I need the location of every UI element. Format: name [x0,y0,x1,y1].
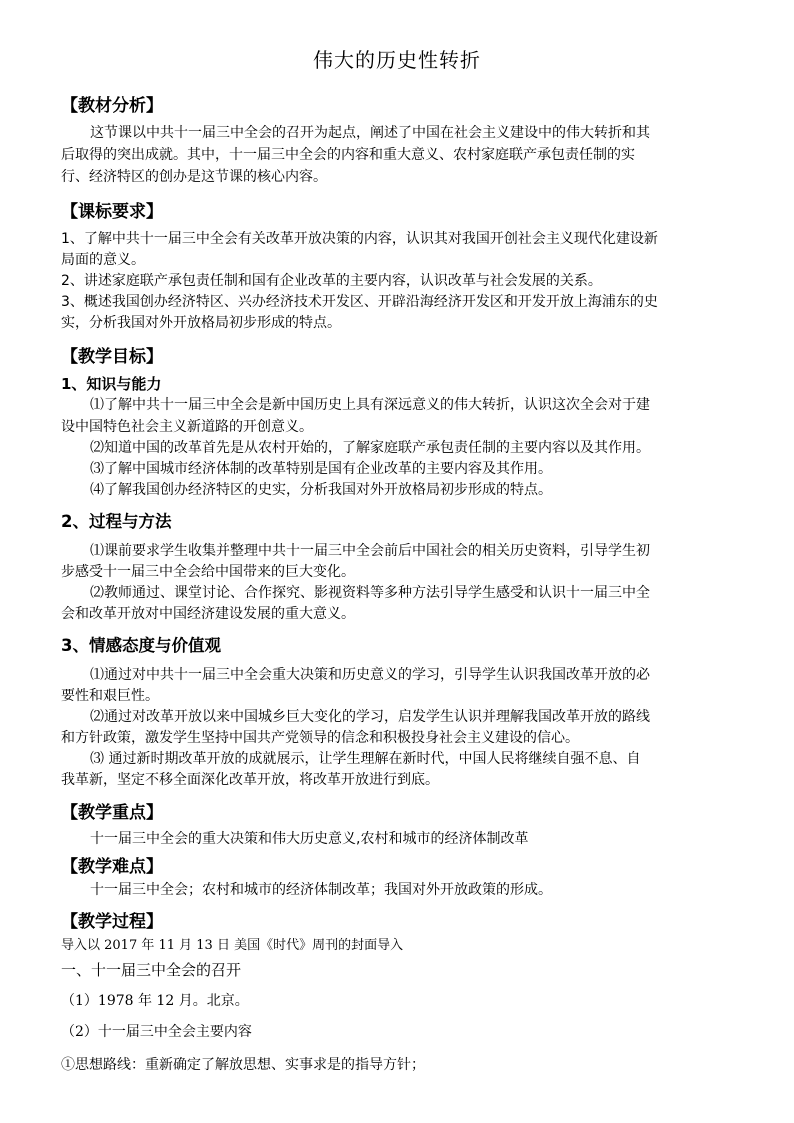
process-item-1: （1）1978 年 12 月。北京。 [61,993,249,1009]
process-intro: 导入以 2017 年 11 月 13 日 美国《时代》周刊的封面导入 [61,938,404,953]
knowledge-line-4: ⑶了解中国城市经济体制的改革特别是国有企业改革的主要内容及其作用。 [90,461,552,477]
process-part-1: 一、十一届三中全会的召开 [61,961,242,979]
process-line-2: 步感受十一届三中全会给中国带来的巨大变化。 [61,564,355,580]
page-title: 伟大的历史性转折 [313,48,481,72]
process-item-3: ①思想路线：重新确定了解放思想、实事求是的指导方针； [61,1057,425,1073]
heading-goals: 【教学目标】 [61,347,163,367]
knowledge-line-3: ⑵知道中国的改革首先是从农村开始的，了解家庭联产承包责任制的主要内容以及其作用。 [90,440,650,456]
goals-values-heading: 3、情感态度与价值观 [61,636,221,655]
standards-line-1: 1、了解中共十一届三中全会有关改革开放决策的内容，认识其对我国开创社会主义现代化建设新 [61,231,658,247]
process-line-4: 会和改革开放对中国经济建设发展的重大意义。 [61,606,355,622]
heading-difficulty: 【教学难点】 [61,857,163,877]
standards-line-5: 实，分析我国对外开放格局初步形成的特点。 [61,315,341,331]
analysis-line-2: 后取得的突出成就。其中，十一届三中全会的内容和重大意义、农村家庭联产承包责任制的实 [61,147,635,163]
values-line-2: 要性和艰巨性。 [61,688,159,704]
goals-process-heading: 2、过程与方法 [61,512,172,531]
values-line-1: ⑴通过对中共十一届三中全会重大决策和历史意义的学习，引导学生认识我国改革开放的必 [90,667,650,683]
values-line-5: ⑶ 通过新时期改革开放的成就展示，让学生理解在新时代，中国人民将继续自强不息、自 [90,751,641,767]
standards-line-3: 2、讲述家庭联产承包责任制和国有企业改革的主要内容，认识改革与社会发展的关系。 [61,273,602,289]
process-line-1: ⑴课前要求学生收集并整理中共十一届三中全会前后中国社会的相关历史资料，引导学生初 [90,543,650,559]
knowledge-line-5: ⑷了解我国创办经济特区的史实，分析我国对外开放格局初步形成的特点。 [90,482,552,498]
values-line-6: 我革新，坚定不移全面深化改革开放，将改革开放进行到底。 [61,772,439,788]
heading-analysis: 【教材分析】 [61,96,163,116]
heading-process: 【教学过程】 [61,912,163,932]
standards-line-2: 局面的意义。 [61,252,145,268]
process-line-3: ⑵教师通过、课堂讨论、合作探究、影视资料等多种方法引导学生感受和认识十一届三中全 [90,585,650,601]
focus-line: 十一届三中全会的重大决策和伟大历史意义,农村和城市的经济体制改革 [90,831,529,847]
heading-standards: 【课标要求】 [61,202,163,222]
standards-line-4: 3、概述我国创办经济特区、兴办经济技术开发区、开辟沿海经济开发区和开发开放上海浦东的史 [61,294,658,310]
process-item-2: （2）十一届三中全会主要内容 [61,1024,252,1040]
difficulty-line: 十一届三中全会；农村和城市的经济体制改革；我国对外开放政策的形成。 [90,882,552,898]
heading-focus: 【教学重点】 [61,803,163,823]
knowledge-line-1: ⑴了解中共十一届三中全会是新中国历史上具有深远意义的伟大转折，认识这次全会对于建 [90,397,650,413]
analysis-line-3: 行、经济特区的创办是这节课的核心内容。 [61,169,327,185]
analysis-line-1: 这节课以中共十一届三中全会的召开为起点，阐述了中国在社会主义建设中的伟大转折和其 [90,125,650,141]
values-line-4: 和方针政策，激发学生坚持中国共产党领导的信念和积极投身社会主义建设的信心。 [61,730,579,746]
knowledge-line-2: 设中国特色社会主义新道路的开创意义。 [61,419,313,435]
goals-knowledge-heading: 1、知识与能力 [61,375,162,393]
values-line-3: ⑵通过对改革开放以来中国城乡巨大变化的学习，启发学生认识并理解我国改革开放的路线 [90,709,650,725]
